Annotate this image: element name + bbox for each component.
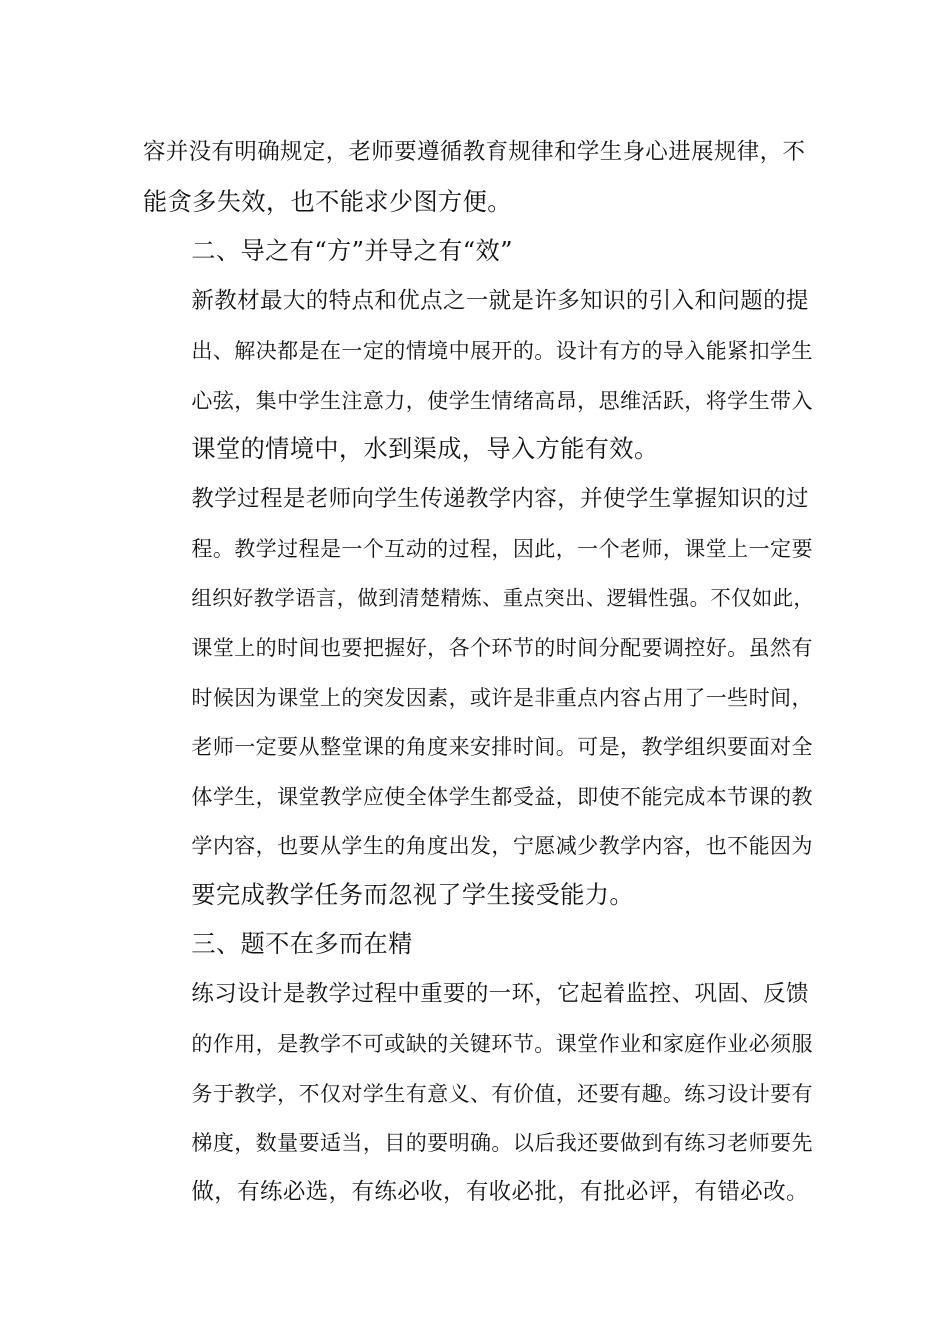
paragraph [143, 128, 808, 227]
text-line: 梯度，数量要适当，目的要明确。以后我还要做到有练习老师要先 [191, 1130, 813, 1155]
text-line: 三、题不在多而在精 [191, 930, 413, 958]
text-line: 做，有练必选，有练必收，有收必批，有批必评，有错必改。 [191, 1178, 809, 1205]
text-line: 的作用，是教学不可或缺的关键环节。课堂作业和家庭作业必须服 [191, 1031, 813, 1056]
document-body [143, 128, 815, 1217]
text-line: 练习设计是教学过程中重要的一环，它起着监控、巩固、反馈 [191, 980, 809, 1007]
text-line: 课堂的情境中，水到渠成，导入方能有效。 [191, 435, 659, 463]
text-line: 能贪多失效，也不能求少图方便。 [143, 187, 512, 216]
text-line: 学内容，也要从学生的角度出发，宁愿减少教学内容，也不能因为 [191, 833, 813, 858]
text-line: 心弦，集中学生注意力，使学生情绪高昂，思维活跃，将学生带入 [191, 387, 813, 413]
paragraph [143, 920, 808, 970]
text-line: 出、解决都是在一定的情境中展开的。设计有方的导入能紧扣学生 [191, 338, 813, 363]
text-line: 要完成教学任务而忽视了学生接受能力。 [191, 880, 634, 909]
text-line: 二、导之有“方”并导之有“效” [191, 237, 513, 265]
paragraph [143, 277, 813, 475]
text-line: 组织好教学语言，做到清楚精炼、重点突出、逻辑性强。不仅如此， [191, 585, 815, 610]
text-line: 体学生，课堂教学应使全体学生都受益，即使不能完成本节课的教 [191, 783, 813, 809]
paragraph [143, 970, 813, 1218]
paragraph [143, 475, 815, 921]
text-line: 教学过程是老师向学生传递教学内容，并使学生掌握知识的过 [191, 485, 809, 512]
text-line: 时候因为课堂上的突发因素，或许是非重点内容占用了一些时间， [191, 684, 813, 710]
text-line: 老师一定要从整堂课的角度来安排时间。可是，教学组织要面对全 [191, 734, 813, 759]
text-line: 课堂上的时间也要把握好，各个环节的时间分配要调控好。虽然有 [191, 635, 813, 660]
text-line: 程。教学过程是一个互动的过程，因此，一个老师，课堂上一定要 [191, 536, 813, 561]
text-line: 容并没有明确规定，老师要遵循教育规律和学生身心进展规律，不 [143, 139, 806, 165]
text-line: 新教材最大的特点和优点之一就是许多知识的引入和问题的提 [191, 287, 809, 314]
paragraph [143, 227, 808, 277]
text-line: 务于教学，不仅对学生有意义、有价值，还要有趣。练习设计要有 [191, 1080, 813, 1106]
